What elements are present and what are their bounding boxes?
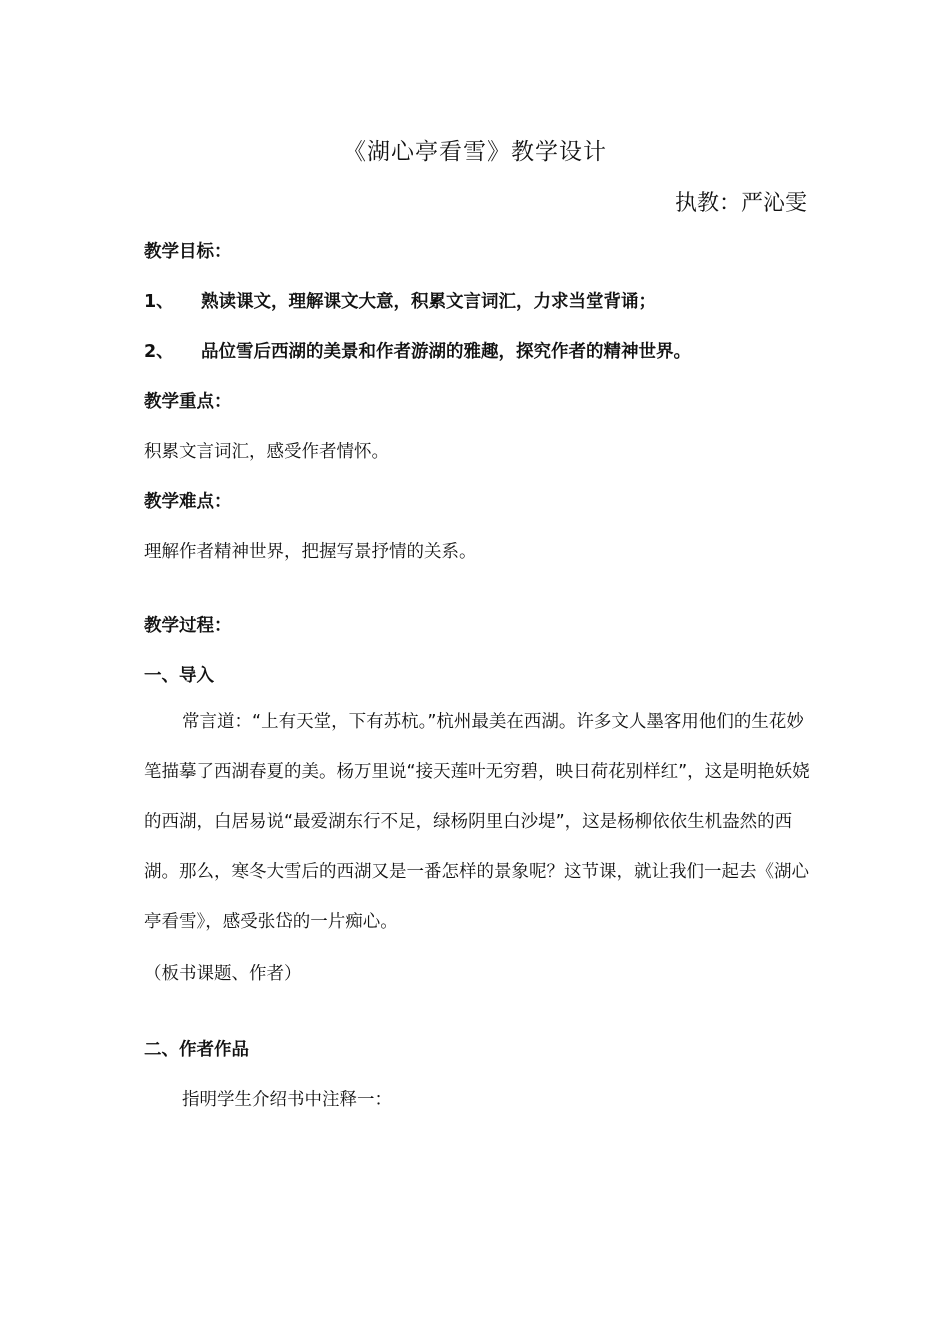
goal-item-2 <box>144 338 691 363</box>
goal-text: 品位雪后西湖的美景和作者游湖的雅趣，探究作者的精神世界。 <box>201 342 691 362</box>
process-heading: 教学过程： <box>144 616 232 636</box>
goal-text: 熟读课文，理解课文大意，积累文言词汇，力求当堂背诵； <box>201 292 656 312</box>
page-title: 《湖心亭看雪》教学设计 <box>343 139 607 165</box>
key-points-heading: 教学重点： <box>144 392 232 412</box>
difficulty-text: 理解作者精神世界，把握写景抒情的关系。 <box>144 542 477 562</box>
goal-number: 2、 <box>144 342 174 362</box>
difficulty-heading: 教学难点： <box>144 492 232 512</box>
teacher-name: 执教：严沁雯 <box>674 191 807 216</box>
section-2-heading: 二、作者作品 <box>144 1040 249 1060</box>
goal-item-1 <box>144 288 656 313</box>
key-points-text: 积累文言词汇，感受作者情怀。 <box>144 442 389 462</box>
goal-number: 1、 <box>144 292 174 312</box>
section-1-heading: 一、导入 <box>144 666 214 686</box>
section-1-note: （板书课题、作者） <box>144 964 302 984</box>
section-1-paragraph: 常言道：“上有天堂，下有苏杭。”杭州最美在西湖。许多文人墨客用他们的生花妙笔描摹了西湖春夏的美。杨万里说“接天莲叶无穷碧，映日荷花别样红”，这是明艳妖娆的西湖，白居易说“最爱湖东行不足，绿杨阴里白沙堤”，这是杨柳依依生机盎然的西湖。那么，寒冬大雪后的西湖又是一番怎样的景象呢？这节课，就让我们一起去《湖心亭看雪》，感受张岱的一片痴心。 <box>144 712 810 932</box>
goals-heading: 教学目标： <box>144 242 232 262</box>
section-2-text: 指明学生介绍书中注释一： <box>182 1090 392 1110</box>
